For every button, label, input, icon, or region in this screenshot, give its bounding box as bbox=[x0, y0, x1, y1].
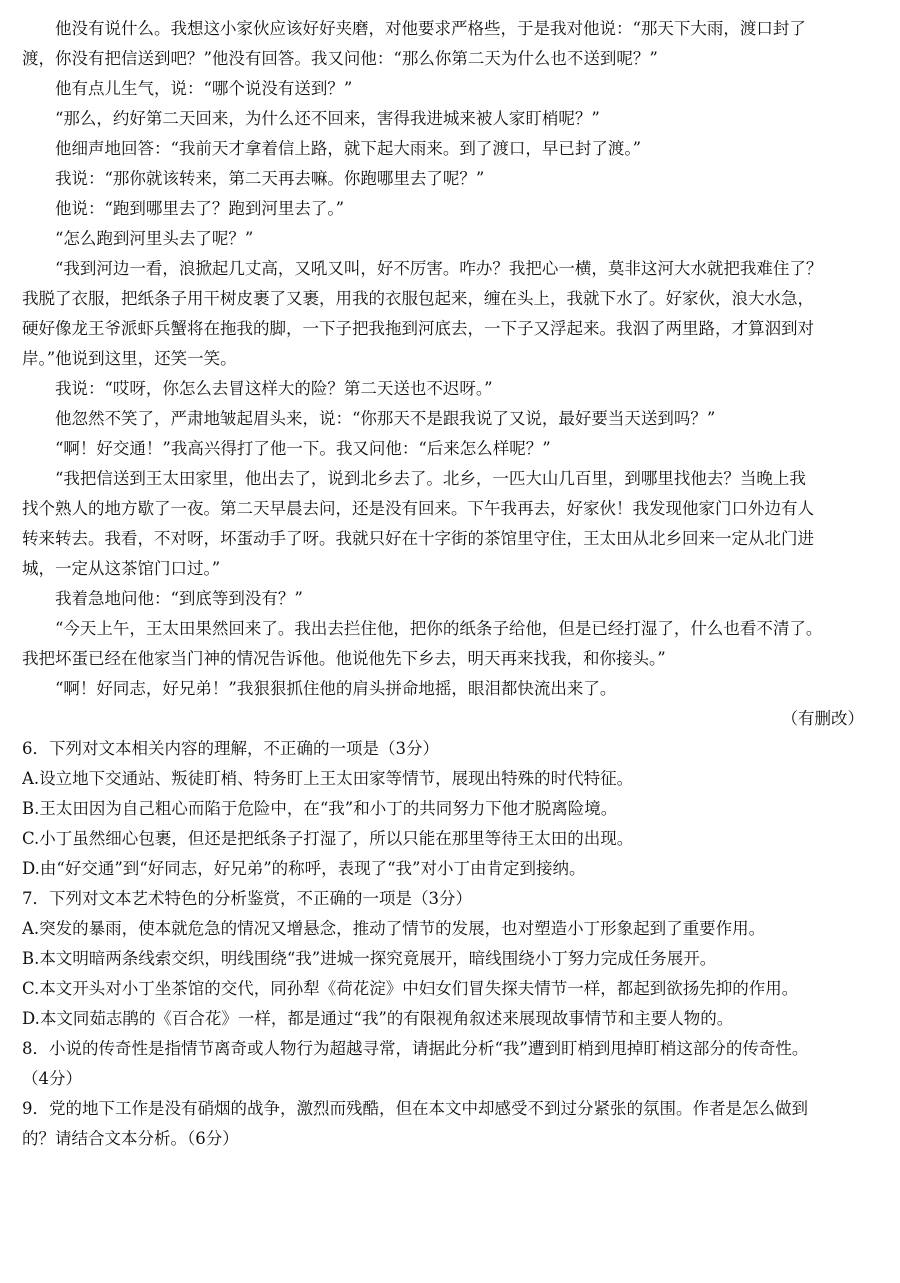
story-line: 他忽然不笑了，严肃地皱起眉头来，说：“你那天不是跟我说了又说，最好要当天送到吗？” bbox=[55, 409, 716, 428]
story-line: 我着急地问他：“到底等到没有？” bbox=[55, 589, 303, 608]
question-8 bbox=[22, 1034, 870, 1094]
question-stem: 9．党的地下工作是没有硝烟的战争，激烈而残酷，但在本文中却感受不到过分紧张的氛围。作者是怎么做到 bbox=[22, 1099, 808, 1118]
story-line: 渡，你没有把信送到吧？”他没有回答。我又问他：“那么你第二天为什么也不送到呢？” bbox=[22, 49, 658, 68]
story-line: 他有点儿生气，说：“哪个说没有送到？” bbox=[55, 79, 353, 98]
story-line: “那么，约好第二天回来，为什么还不回来，害得我进城来被人家盯梢呢？” bbox=[55, 109, 600, 128]
option-c: C.小丁虽然细心包裹，但还是把纸条子打湿了，所以只能在那里等待王太田的出现。 bbox=[22, 829, 634, 848]
story-line: 找个熟人的地方歇了一夜。第二天早晨去问，还是没有回来。下午我再去，好家伙！我发现他家门口外边有人 bbox=[22, 499, 814, 518]
story-line: 岸。”他说到这里，还笑一笑。 bbox=[22, 349, 237, 368]
story-line: 他细声地回答：“我前天才拿着信上路，就下起大雨来。到了渡口，早已封了渡。” bbox=[55, 139, 642, 158]
story-line: 转来转去。我看，不对呀，坏蛋动手了呀。我就只好在十字街的茶馆里守住，王太田从北乡回来一定从北门进 bbox=[22, 529, 814, 548]
source-note: （有删改） bbox=[781, 709, 864, 728]
option-c: C.本文开头对小丁坐茶馆的交代，同孙犁《荷花淀》中妇女们冒失探夫情节一样，都起到欲扬先抑的作用。 bbox=[22, 979, 799, 998]
story-line: “啊！好交通！”我高兴得打了他一下。我又问他：“后来怎么样呢？” bbox=[55, 439, 551, 458]
story-line: 我把坏蛋已经在他家当门神的情况告诉他。他说他先下乡去，明天再来找我，和你接头。” bbox=[22, 649, 666, 668]
story-line: 我说：“哎呀，你怎么去冒这样大的险？第二天送也不迟呀。” bbox=[55, 379, 493, 398]
question-stem: 6．下列对文本相关内容的理解，不正确的一项是（3分） bbox=[22, 739, 439, 758]
story-line: 硬好像龙王爷派虾兵蟹将在拖我的脚，一下子把我拖到河底去，一下子又浮起来。我泅了两里路，才算泅到对 bbox=[22, 319, 814, 338]
story-passage bbox=[22, 14, 870, 734]
story-line: “我把信送到王太田家里，他出去了，说到北乡去了。北乡，一匹大山几百里，到哪里找他去？当晚上我 bbox=[55, 469, 806, 488]
story-line: 他没有说什么。我想这小家伙应该好好夹磨，对他要求严格些，于是我对他说：“那天下大雨，渡口封了 bbox=[55, 19, 806, 38]
question-9 bbox=[22, 1094, 870, 1154]
story-line: 城，一定从这茶馆门口过。” bbox=[22, 559, 221, 578]
option-b: B.王太田因为自己粗心而陷于危险中，在“我”和小丁的共同努力下他才脱离险境。 bbox=[22, 799, 618, 818]
option-d: D.由“好交通”到“好同志，好兄弟”的称呼，表现了“我”对小丁由肯定到接纳。 bbox=[22, 859, 586, 878]
question-stem: 7．下列对文本艺术特色的分析鉴赏，不正确的一项是（3分） bbox=[22, 889, 472, 908]
exam-page bbox=[22, 14, 870, 1154]
story-line: 我脱了衣服，把纸条子用干树皮裹了又裹，用我的衣服包起来，缠在头上，我就下水了。好家伙，浪大水急， bbox=[22, 289, 814, 308]
question-stem-cont: 的？请结合文本分析。（6分） bbox=[22, 1129, 239, 1148]
story-line: “啊！好同志，好兄弟！”我狠狠抓住他的肩头拼命地摇，眼泪都快流出来了。 bbox=[55, 679, 617, 698]
question-6 bbox=[22, 734, 870, 884]
option-a: A.设立地下交通站、叛徒盯梢、特务盯上王太田家等情节，展现出特殊的时代特征。 bbox=[22, 769, 634, 788]
story-line: “怎么跑到河里头去了呢？” bbox=[55, 229, 254, 248]
question-stem: 8．小说的传奇性是指情节离奇或人物行为超越寻常，请据此分析“我”遭到盯梢到甩掉盯梢这部分的传奇性。 bbox=[22, 1039, 809, 1058]
option-a: A.突发的暴雨，使本就危急的情况又增悬念，推动了情节的发展，也对塑造小丁形象起到了重要作用。 bbox=[22, 919, 766, 938]
question-section bbox=[22, 734, 870, 1154]
question-7 bbox=[22, 884, 870, 1034]
option-b: B.本文明暗两条线索交织，明线围绕“我”进城一探究竟展开，暗线围绕小丁努力完成任务展开。 bbox=[22, 949, 717, 968]
question-stem-cont: （4分） bbox=[22, 1069, 82, 1088]
story-line: 他说：“跑到哪里去了？跑到河里去了。” bbox=[55, 199, 345, 218]
option-d: D.本文同茹志鹃的《百合花》一样，都是通过“我”的有限视角叙述来展现故事情节和主要人物的。 bbox=[22, 1009, 734, 1028]
story-line: “我到河边一看，浪掀起几丈高，又吼又叫，好不厉害。咋办？我把心一横，莫非这河大水就把我难住了？ bbox=[55, 259, 823, 278]
story-line: “今天上午，王太田果然回来了。我出去拦住他，把你的纸条子给他，但是已经打湿了，什么也看不清了。 bbox=[55, 619, 823, 638]
story-line: 我说：“那你就该转来，第二天再去嘛。你跑哪里去了呢？” bbox=[55, 169, 485, 188]
